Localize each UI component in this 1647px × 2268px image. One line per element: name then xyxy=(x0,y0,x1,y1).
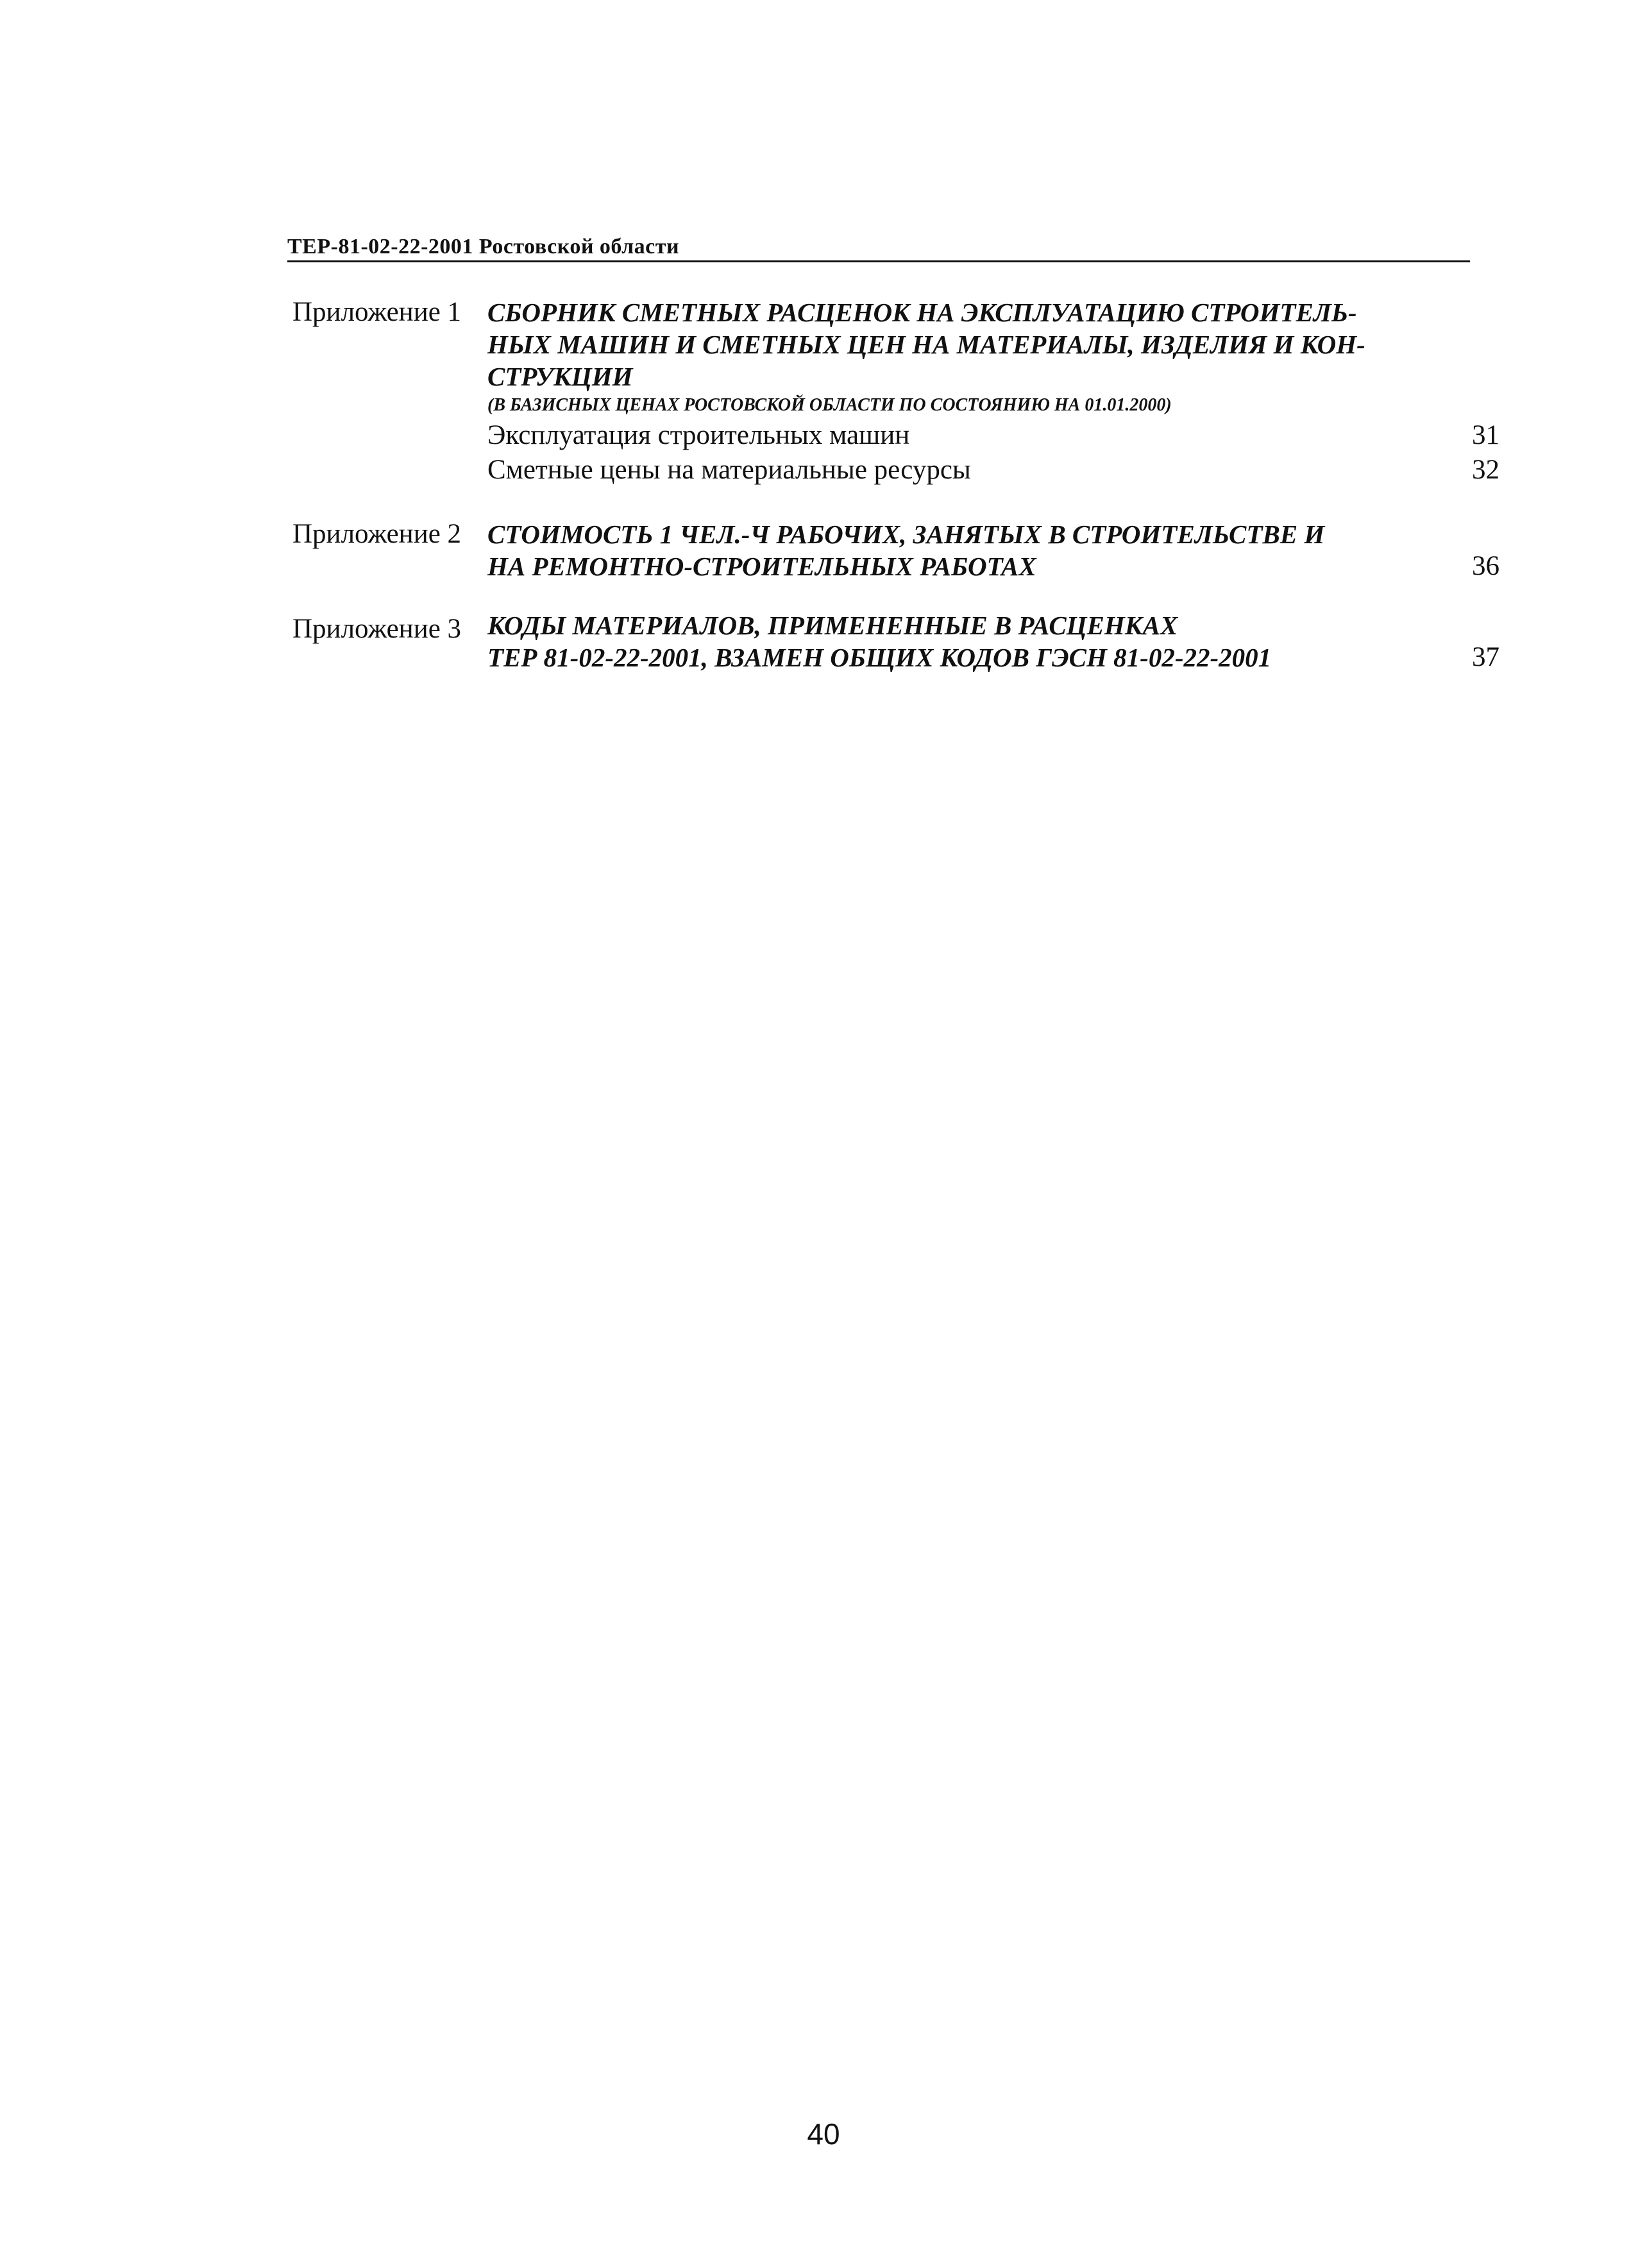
appendix-title-line: СТОИМОСТЬ 1 ЧЕЛ.-Ч РАБОЧИХ, ЗАНЯТЫХ В СТРОИТЕЛЬСТВЕ И xyxy=(487,520,1325,549)
toc-page-number: 36 xyxy=(1472,551,1499,581)
appendix-title-line: НА РЕМОНТНО-СТРОИТЕЛЬНЫХ РАБОТАХ xyxy=(487,552,1036,581)
appendix-title-line: ТЕР 81-02-22-2001, ВЗАМЕН ОБЩИХ КОДОВ ГЭСН 81-02-22-2001 xyxy=(487,643,1272,672)
appendix-title-line: КОДЫ МАТЕРИАЛОВ, ПРИМЕНЕННЫЕ В РАСЦЕНКАХ xyxy=(487,611,1178,640)
appendix-entry-3 xyxy=(287,609,1499,680)
toc-item: Сметные цены на материальные ресурсы xyxy=(487,455,971,485)
toc-page-number: 37 xyxy=(1472,642,1499,672)
page-number: 40 xyxy=(807,2117,840,2151)
appendix-body xyxy=(487,609,1456,673)
appendix-entry-1 xyxy=(287,296,1499,489)
running-header xyxy=(287,231,1470,262)
header-title: ТЕР-81-02-22-2001 Ростовской области xyxy=(287,235,680,258)
appendix-label: Приложение 2 xyxy=(292,519,462,549)
appendix-title-line: НЫХ МАШИН И СМЕТНЫХ ЦЕН НА МАТЕРИАЛЫ, ИЗДЕЛИЯ И КОН- xyxy=(487,330,1365,359)
appendix-subtitle: (В БАЗИСНЫХ ЦЕНАХ РОСТОВСКОЙ ОБЛАСТИ ПО СОСТОЯНИЮ НА 01.01.2000) xyxy=(487,395,1172,415)
appendix-label: Приложение 3 xyxy=(292,614,462,644)
appendix-title-line: СТРУКЦИИ xyxy=(487,362,633,391)
appendix-label: Приложение 1 xyxy=(292,297,462,327)
appendix-entry-2 xyxy=(287,518,1499,589)
appendix-body xyxy=(487,518,1456,582)
appendix-body xyxy=(487,296,1456,487)
toc-item: Эксплуатация строительных машин xyxy=(487,420,910,450)
appendix-title-line: СБОРНИК СМЕТНЫХ РАСЦЕНОК НА ЭКСПЛУАТАЦИЮ СТРОИТЕЛЬ- xyxy=(487,298,1357,327)
toc-page-number: 32 xyxy=(1472,455,1499,485)
toc-page-number: 31 xyxy=(1472,420,1499,450)
